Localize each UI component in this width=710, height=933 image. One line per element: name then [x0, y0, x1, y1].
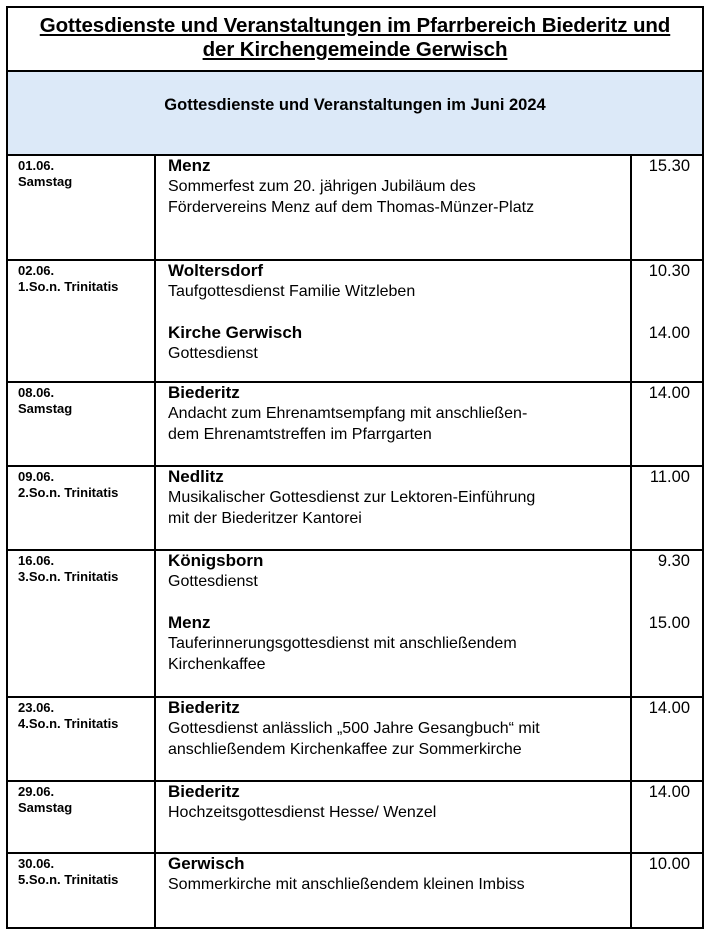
event — [168, 156, 626, 218]
event-cell — [156, 854, 632, 927]
event-time: 10.00 — [648, 855, 690, 873]
date: 23.06. — [18, 700, 55, 715]
event-description: Gottesdienst — [168, 345, 258, 362]
event-description: Tauferinnerungsgottesdienst mit anschließendem — [168, 635, 517, 652]
event-description: Hochzeitsgottesdienst Hesse/ Wenzel — [168, 804, 437, 821]
event-cell — [156, 383, 632, 465]
event — [168, 467, 626, 529]
event — [168, 383, 626, 445]
event-location: Menz — [168, 156, 211, 175]
event-description: Gottesdienst anlässlich „500 Jahre Gesangbuch“ mit — [168, 720, 540, 737]
event-description: anschließendem Kirchenkaffee zur Sommerkirche — [168, 741, 522, 758]
day-label: Samstag — [18, 174, 73, 189]
event-location: Kirche Gerwisch — [168, 323, 303, 342]
table-row — [8, 551, 702, 698]
event-description: Sommerfest zum 20. jährigen Jubiläum des — [168, 178, 476, 195]
table-row — [8, 383, 702, 467]
date: 30.06. — [18, 856, 55, 871]
date-cell — [8, 383, 156, 465]
event-location: Biederitz — [168, 698, 240, 717]
title-line-1: Gottesdienste und Veranstaltungen im Pfarrbereich Biederitz und — [39, 14, 671, 37]
event-cell — [156, 261, 632, 381]
event-description: Musikalischer Gottesdienst zur Lektoren-Einführung — [168, 489, 536, 506]
time-cell — [632, 698, 702, 780]
date: 08.06. — [18, 385, 55, 400]
event-cell — [156, 698, 632, 780]
time-cell — [632, 261, 702, 381]
date: 29.06. — [18, 784, 55, 799]
time-cell — [632, 854, 702, 927]
date-cell — [8, 854, 156, 927]
event-location: Nedlitz — [168, 467, 224, 486]
event-description: mit der Biederitzer Kantorei — [168, 510, 362, 527]
day-label: 5.So.n. Trinitatis — [18, 872, 119, 887]
table-row — [8, 782, 702, 854]
event-cell — [156, 782, 632, 852]
event-location: Königsborn — [168, 551, 264, 570]
table-row — [8, 698, 702, 782]
time-cell — [632, 782, 702, 852]
event — [168, 261, 626, 302]
date-cell — [8, 156, 156, 259]
date-cell — [8, 698, 156, 780]
event — [168, 551, 626, 592]
event — [168, 698, 626, 760]
date-cell — [8, 261, 156, 381]
event-time: 15.30 — [648, 157, 690, 175]
event-location: Menz — [168, 613, 211, 632]
event-time: 9.30 — [657, 552, 690, 570]
event-location: Biederitz — [168, 782, 240, 801]
day-label: Samstag — [18, 401, 73, 416]
event-description: dem Ehrenamtstreffen im Pfarrgarten — [168, 426, 432, 443]
table-row — [8, 156, 702, 261]
day-label: 4.So.n. Trinitatis — [18, 716, 119, 731]
table-row — [8, 854, 702, 927]
document-title — [8, 14, 702, 62]
event-location: Woltersdorf — [168, 261, 264, 280]
table-row — [8, 261, 702, 383]
event-description: Kirchenkaffee — [168, 656, 266, 673]
event-time: 14.00 — [648, 324, 690, 342]
event — [168, 323, 626, 364]
event-cell — [156, 156, 632, 259]
day-label: 1.So.n. Trinitatis — [18, 279, 119, 294]
event-time: 14.00 — [648, 783, 690, 801]
event-description: Sommerkirche mit anschließendem kleinen Imbiss — [168, 876, 525, 893]
day-label: 2.So.n. Trinitatis — [18, 485, 119, 500]
event-description: Taufgottesdienst Familie Witzleben — [168, 283, 416, 300]
event-description: Gottesdienst — [168, 573, 258, 590]
day-label: Samstag — [18, 800, 73, 815]
event — [168, 613, 626, 675]
event-schedule-table — [6, 6, 704, 929]
table-row — [8, 467, 702, 551]
date: 01.06. — [18, 158, 55, 173]
date-cell — [8, 551, 156, 696]
month-banner — [8, 72, 702, 156]
event-time: 11.00 — [649, 468, 690, 486]
event-description: Fördervereins Menz auf dem Thomas-Münzer-Platz — [168, 199, 535, 216]
time-cell — [632, 551, 702, 696]
event-location: Biederitz — [168, 383, 240, 402]
month-heading: Gottesdienste und Veranstaltungen im Juni 2024 — [164, 96, 546, 114]
event — [168, 854, 626, 895]
event-cell — [156, 467, 632, 549]
date: 09.06. — [18, 469, 55, 484]
event-location: Gerwisch — [168, 854, 245, 873]
event-time: 14.00 — [648, 384, 690, 402]
date: 02.06. — [18, 263, 55, 278]
time-cell — [632, 467, 702, 549]
date: 16.06. — [18, 553, 55, 568]
title-line-2: der Kirchengemeinde Gerwisch — [202, 38, 508, 61]
event-time: 14.00 — [648, 699, 690, 717]
day-label: 3.So.n. Trinitatis — [18, 569, 119, 584]
event — [168, 782, 626, 823]
date-cell — [8, 782, 156, 852]
time-cell — [632, 156, 702, 259]
date-cell — [8, 467, 156, 549]
event-time: 15.00 — [648, 614, 690, 632]
event-cell — [156, 551, 632, 696]
document-header — [8, 8, 702, 72]
time-cell — [632, 383, 702, 465]
event-time: 10.30 — [648, 262, 690, 280]
event-description: Andacht zum Ehrenamtsempfang mit anschließen- — [168, 405, 528, 422]
